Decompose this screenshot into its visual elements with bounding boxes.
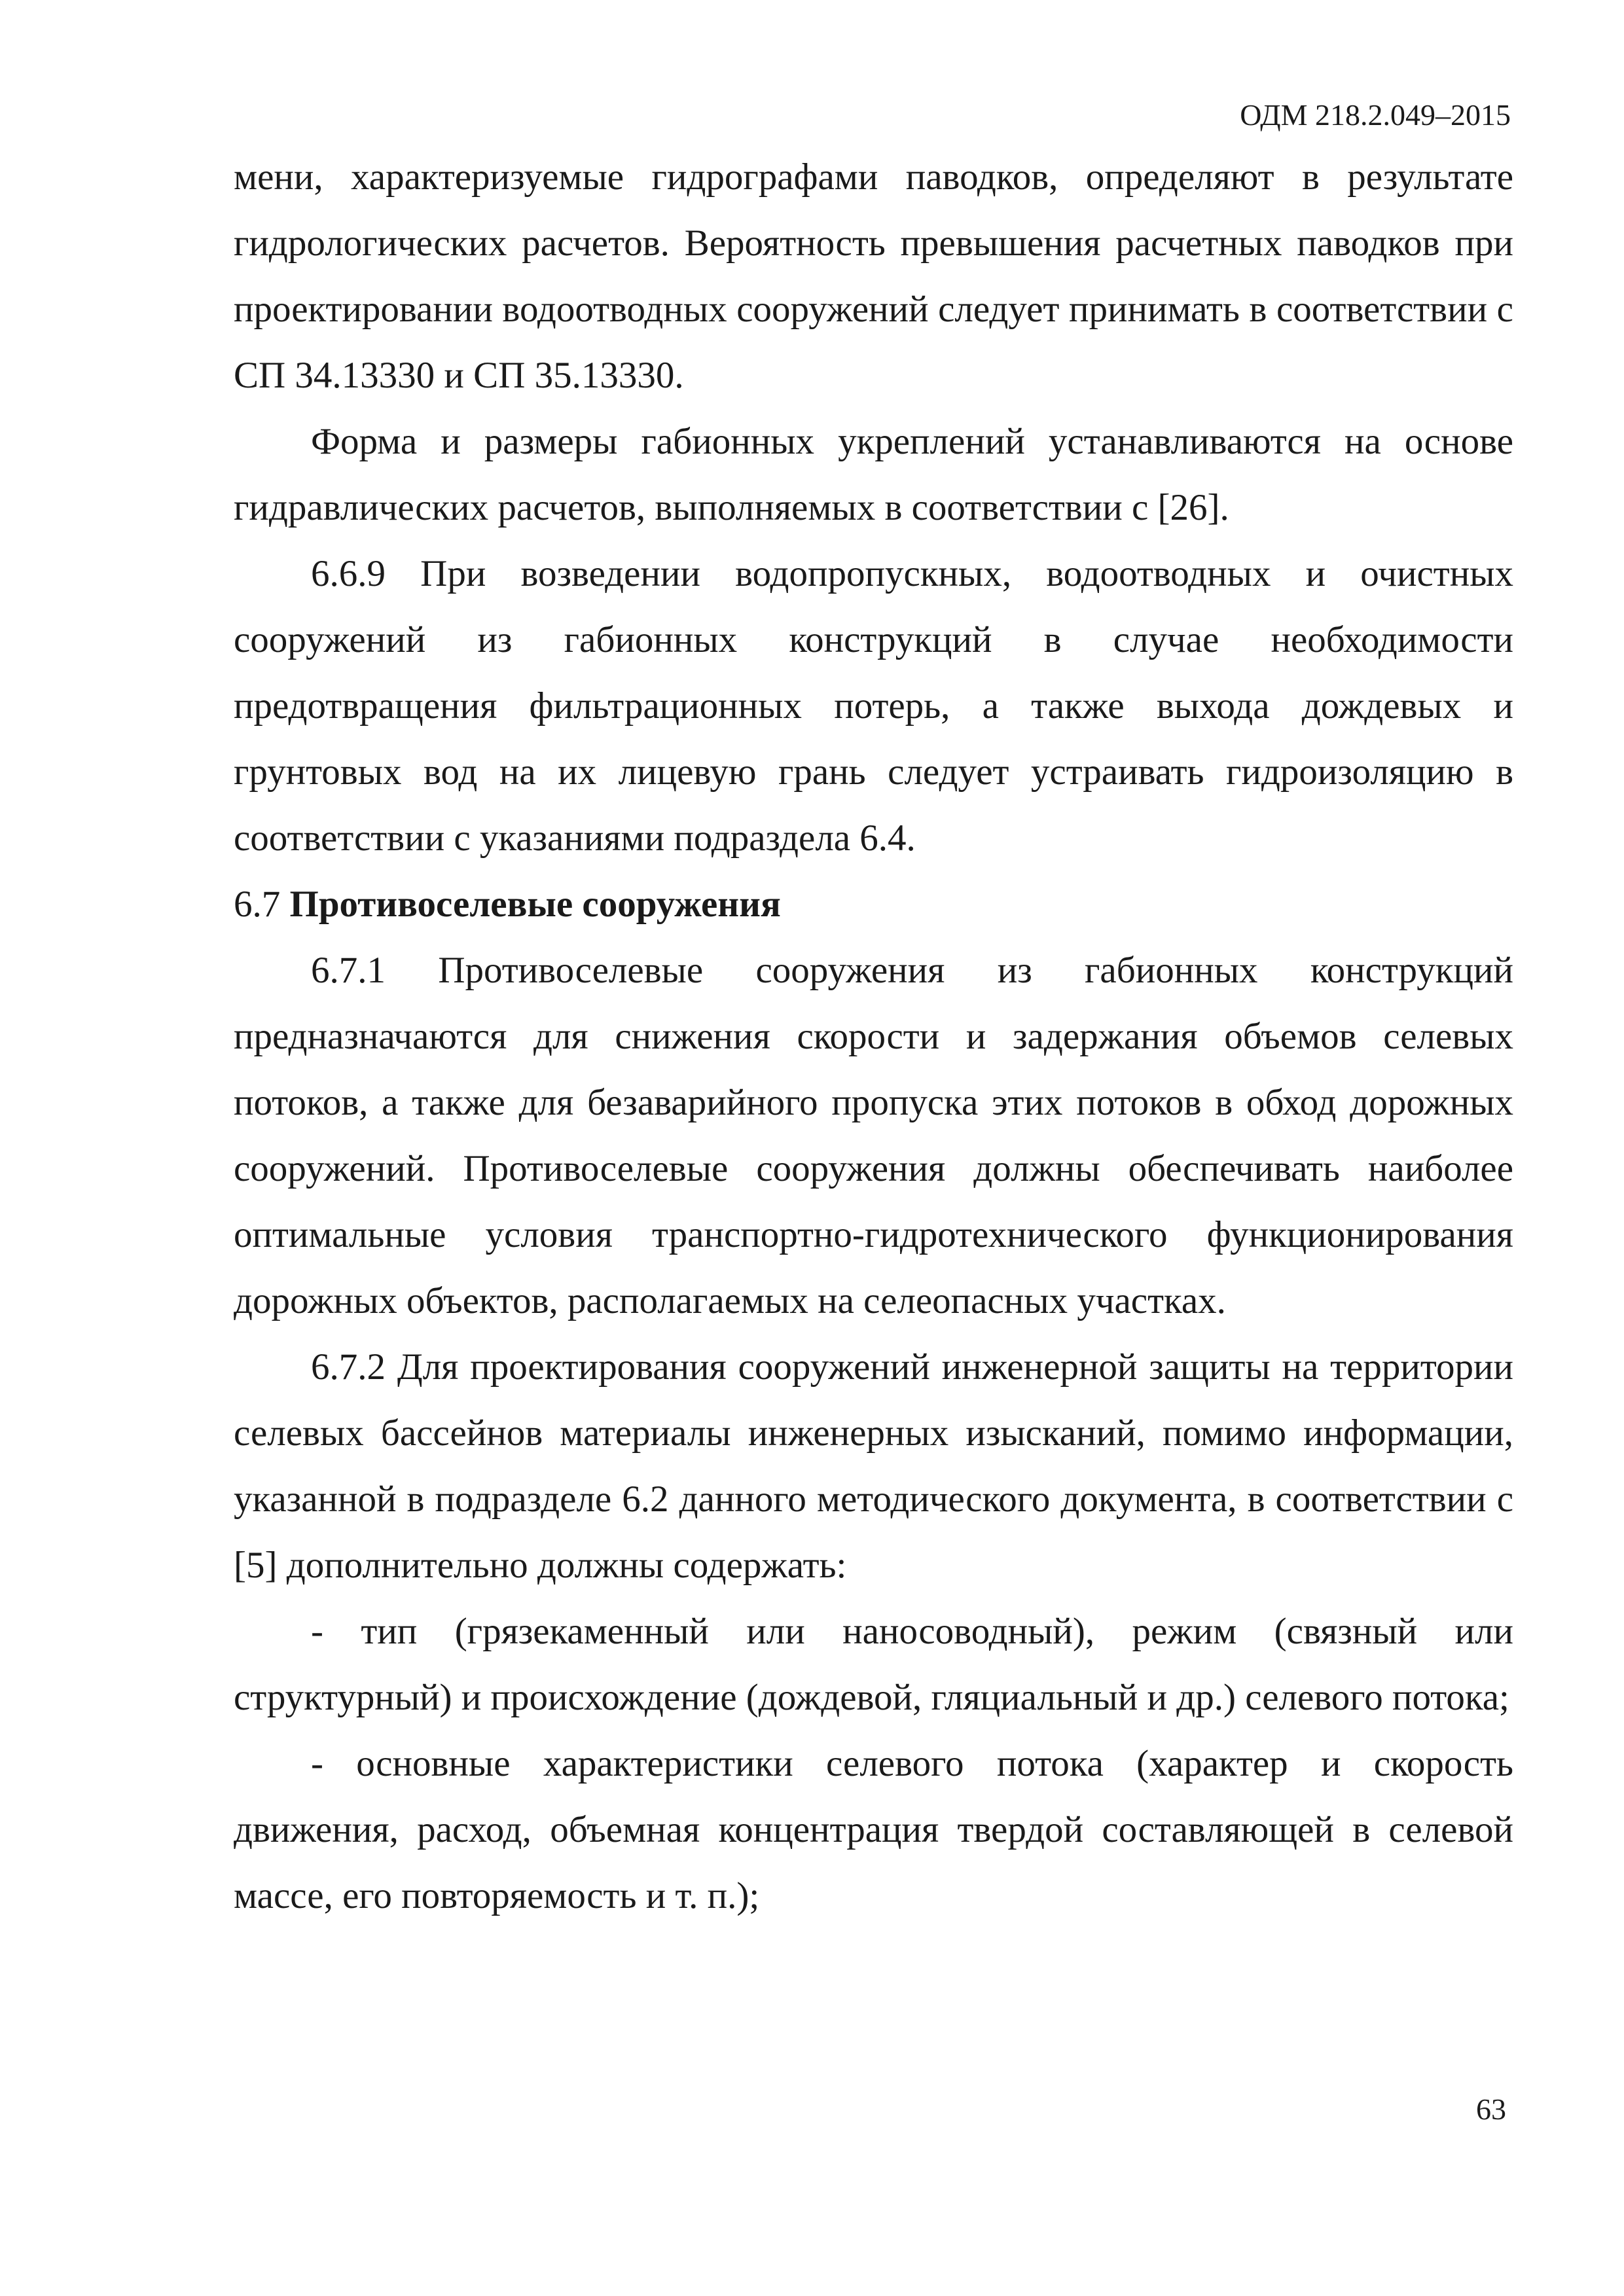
paragraph-6-6-9: 6.6.9 При возведении водопропускных, водоотводных и очистных сооружений из габионных конструкций в случае необходимости предотвращения фильтрационных потерь, а также выхода дождевых и грунтовых вод на их лицевую грань следует устраивать гидроизоляцию в соответствии с указаниями подраздела 6.4. [234,553,1513,859]
paragraph-6-7-1: 6.7.1 Противоселевые сооружения из габионных конструкций предназначаются для снижения скорости и задержания объемов селевых потоков, а также для безаварийного пропуска этих потоков в обход дорожных сооружений. Противоселевые сооружения должны обеспечивать наиболее оптимальные условия транспортно-гидротехнического функционирования дорожных объектов, располагаемых на селеопасных участках. [234,950,1513,1321]
page-number: 63 [1476,2092,1506,2126]
paragraph-gabion-form: Форма и размеры габионных укреплений устанавливаются на основе гидравлических расчетов, выполняемых в соответствии с [26]. [234,421,1513,528]
list-item-flow-characteristics: - основные характеристики селевого потока (характер и скорость движения, расход, объемная концентрация твердой составляющей в селевой массе, его повторяемость и т. п.); [234,1743,1513,1916]
paragraph-6-7-2: 6.7.2 Для проектирования сооружений инженерной защиты на территории селевых бассейнов материалы инженерных изысканий, помимо информации, указанной в подразделе 6.2 данного методического документа, в соответствии с [5] дополнительно должны содержать: [234,1346,1513,1586]
list-item-flow-type: - тип (грязекаменный или наносоводный), режим (связный или структурный) и происхождение (дождевой, гляциальный и др.) селевого потока; [234,1611,1513,1718]
section-number: 6.7 [234,884,281,925]
section-title: Противоселевые сооружения [289,884,781,925]
paragraph-continuation: мени, характеризуемые гидрографами паводков, определяют в результате гидрологических расчетов. Вероятность превышения расчетных паводков при проектировании водоотводных сооружений следует принимать в соответствии с СП 34.13330 и СП 35.13330. [234,156,1513,396]
section-heading [234,871,1513,937]
document-body [234,144,1513,1929]
document-code-header: ОДМ 218.2.049–2015 [1240,98,1511,132]
